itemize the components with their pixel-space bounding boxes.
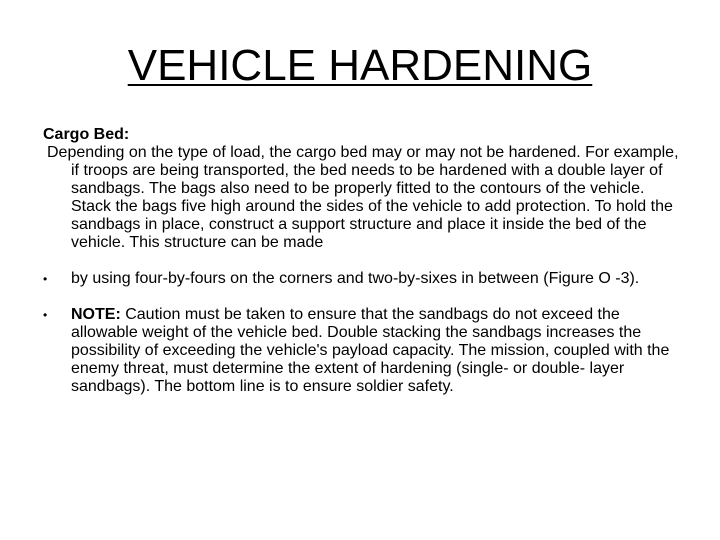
slide-title: VEHICLE HARDENING xyxy=(127,41,593,90)
bullet-item xyxy=(43,306,683,396)
bullet-marker: • xyxy=(43,272,48,286)
bullet-text: Caution must be taken to ensure that the sandbags do not exceed the allowable weight of the vehicle bed. Double stacking the sandbags increases the possibility of exceeding the vehicle's payload capacity. The mission, coupled with the enemy threat, must determine the extent of hardening (single- or double- layer sandbags). The bottom line is to ensure soldier safety. xyxy=(71,306,670,395)
intro-paragraph: Depending on the type of load, the cargo bed may or may not be hardened. For example, if troops are being transported, the bed needs to be hardened with a double layer of sandbags. The bags also need to be properly fitted to the contours of the vehicle. Stack the bags five high around the sides of the vehicle to add protection. To hold the sandbags in place, construct a support structure and place it inside the bed of the vehicle. This structure can be made xyxy=(47,144,679,251)
section-heading: Cargo Bed: xyxy=(43,126,130,143)
bullet-text: by using four-by-fours on the corners and two-by-sixes in between (Figure O -3). xyxy=(71,270,640,287)
bullet-item xyxy=(43,270,683,288)
bullet-list xyxy=(43,270,683,396)
note-label: NOTE: xyxy=(71,306,121,323)
bullet-marker: • xyxy=(43,308,48,322)
slide-content xyxy=(43,126,683,396)
